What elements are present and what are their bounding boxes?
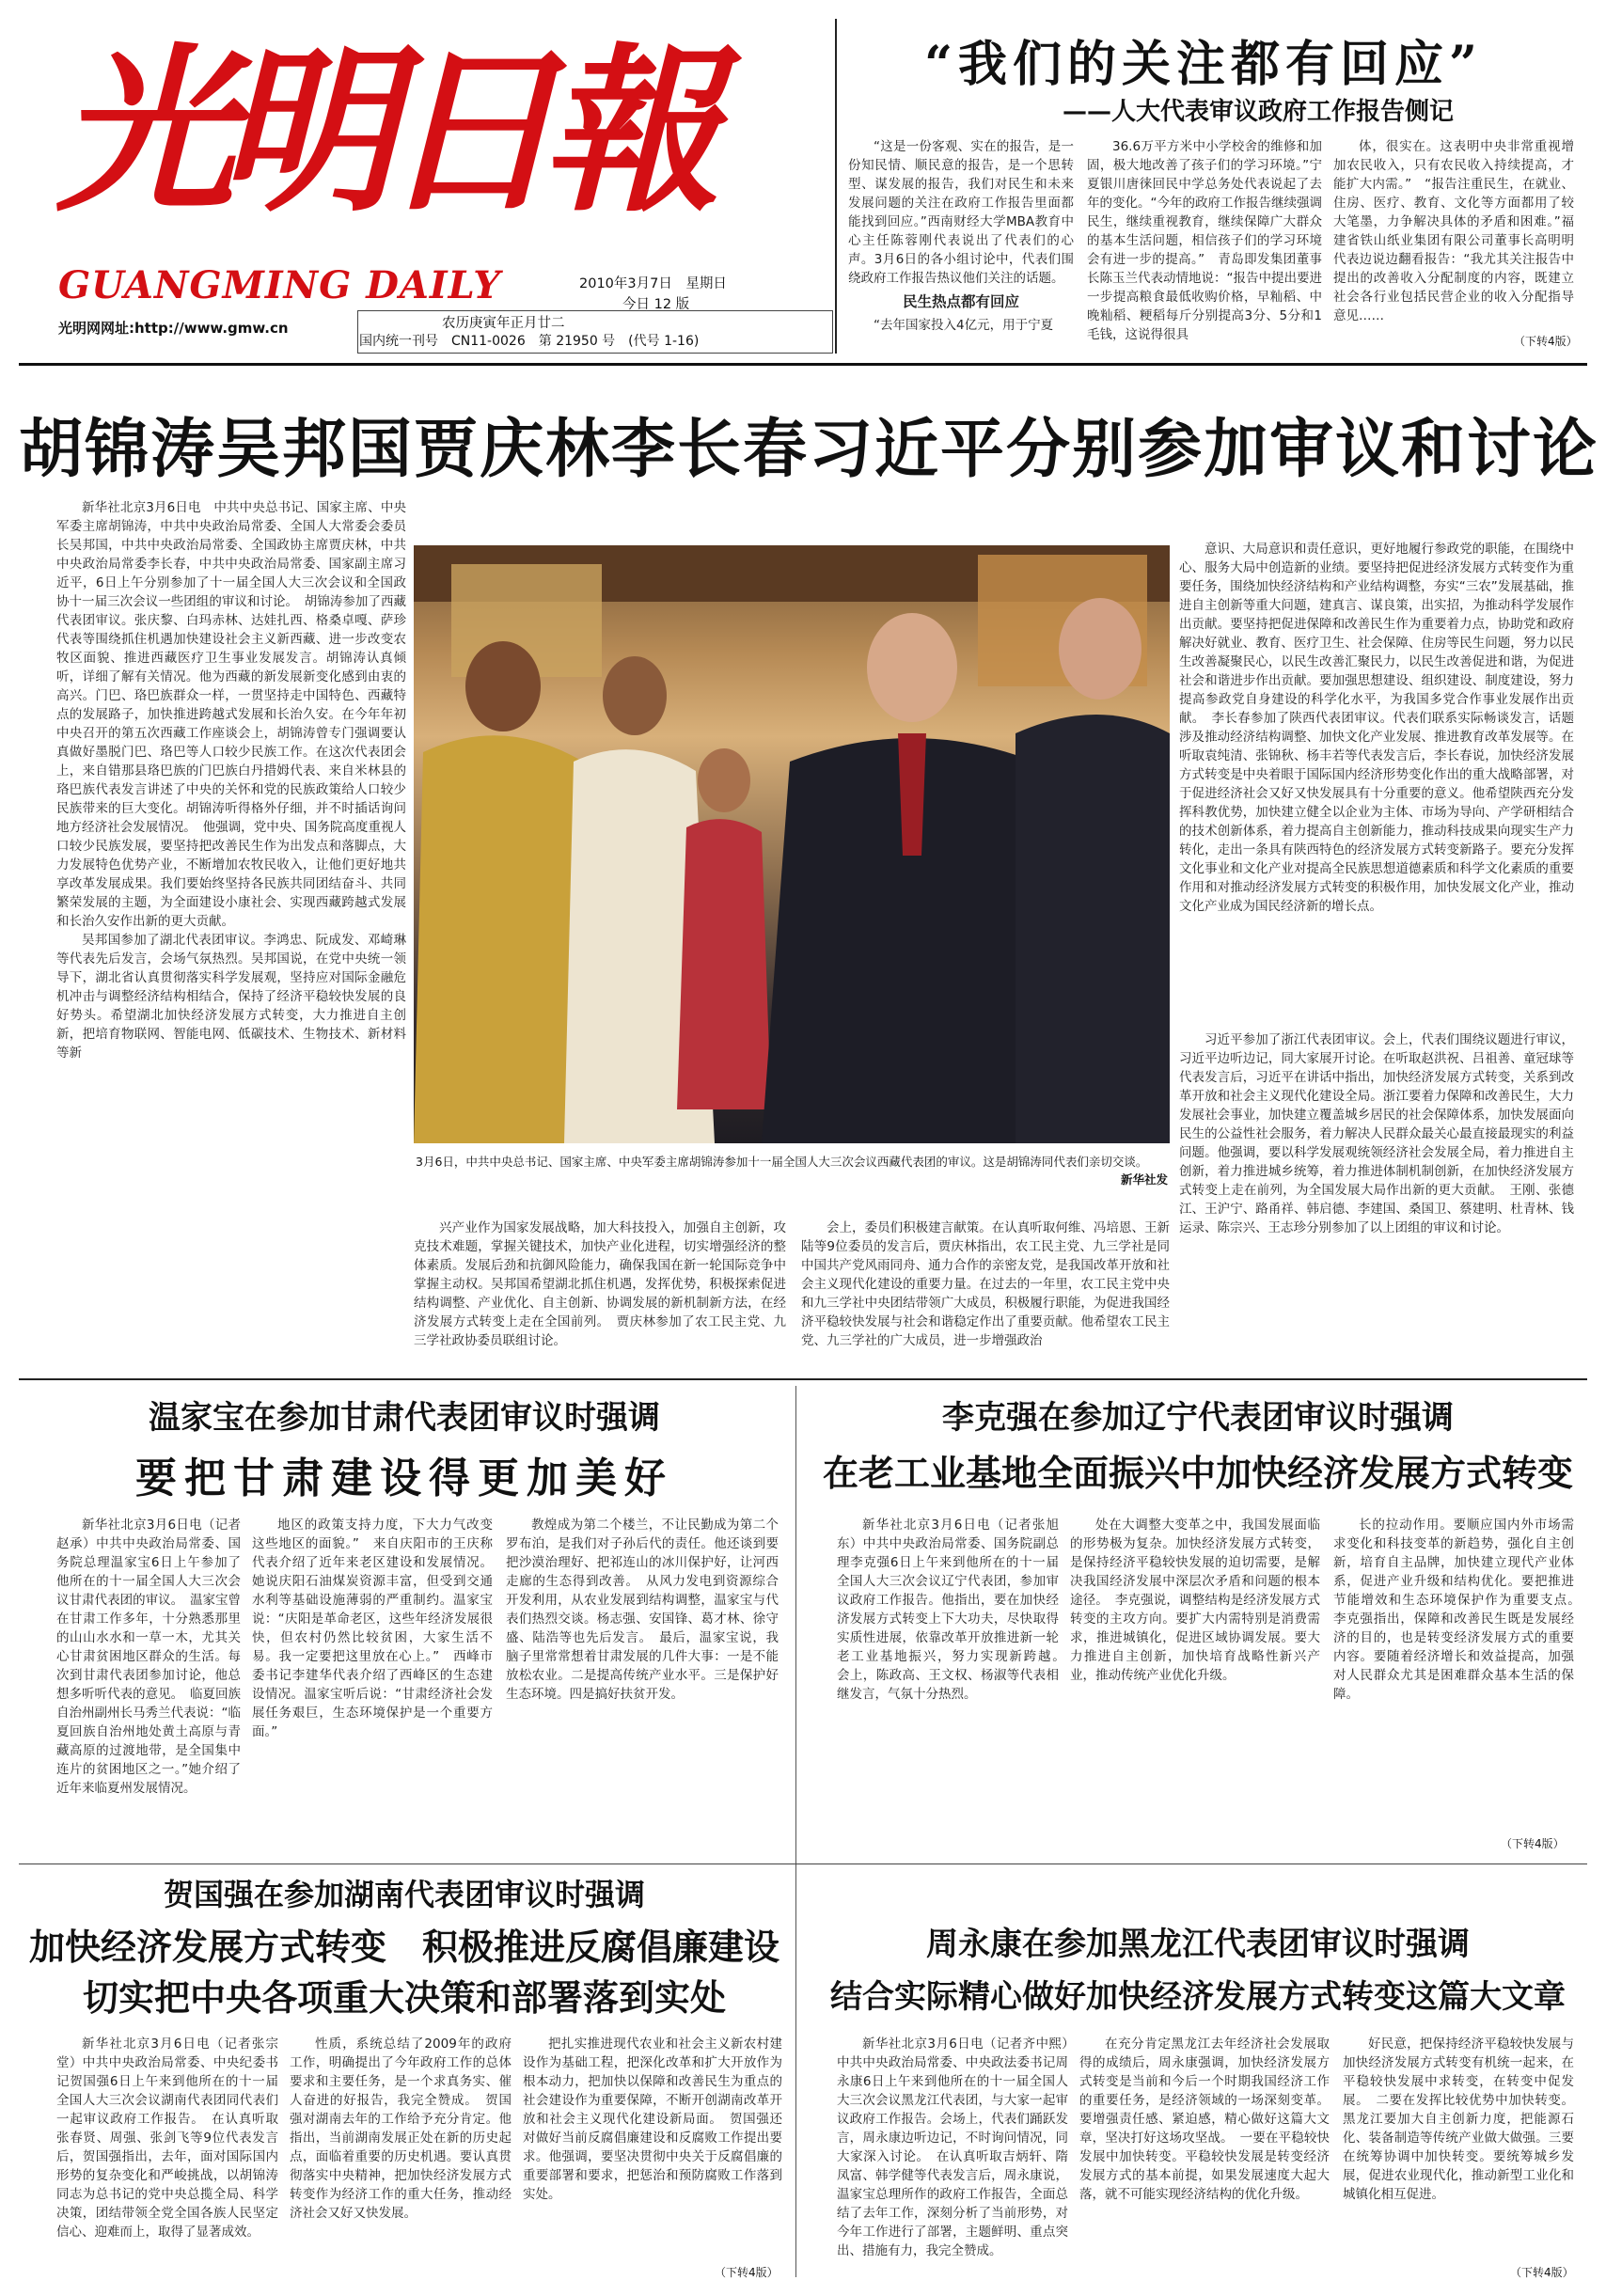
photo-credit: 新华社发	[1120, 1172, 1168, 1187]
story5-col-3: 好民意，把保持经济平稳较快发展与加快经济发展方式转变有机统一起来，在平稳较快发展中求转变，在转变中促发展。 二要在发挥比较优势中加快转变。黑龙江要加大自主创新力度，把能源石化、装备制造等传统产业做大做强。三要在统筹协调中加快转变。要统筹城乡发展，促进农业现代化，推动新型工业化和城镇化相互促进。	[1343, 2037, 1574, 2202]
photo-caption	[416, 1153, 1168, 1188]
story3-col-2: 处在大调整大变革之中，我国发展面临的形势极为复杂。加快经济发展方式转变，是保持经济平稳较快发展的迫切需要，是解决我国经济发展中深层次矛盾和问题的根本途径。 李克强说，调整结构是经济发展方式转变的主攻方向。要扩大内需特别是消费需求，推进城镇化，促进区域协调发展。要大力推进自主创新，加快培育战略性新兴产业，推动传统产业优化升级。	[1070, 1518, 1320, 1683]
story5-col-2: 在充分肯定黑龙江去年经济社会发展取得的成绩后，周永康强调，加快经济发展方式转变是当前和今后一个时期我国经济工作的重要任务，是经济领域的一场深刻变革。要增强责任感、紧迫感，精心做好这篇大文章，坚决打好这场攻坚战。 一要在平稳较快发展中加快转变。平稳较快发展是转变经济发展方式的基本前提，如果发展速度大起大落，就不可能实现经济结构的优化升级。	[1079, 2037, 1330, 2202]
english-title: GUANGMING DAILY	[58, 263, 501, 307]
story-divider-mid	[795, 1386, 796, 2277]
photo-caption-text: 3月6日，中共中央总书记、国家主席、中央军委主席胡锦涛参加十一届全国人大三次会议西藏代表团的审议。这是胡锦涛同代表们亲切交谈。	[416, 1155, 1148, 1169]
story2-kicker: 温家宝在参加甘肃代表团审议时强调	[149, 1399, 660, 1437]
story3-kicker: 李克强在参加辽宁代表团审议时强调	[942, 1399, 1454, 1437]
website-url[interactable]: 光明网网址:http://www.gmw.cn	[58, 320, 289, 337]
story2-headline: 要把甘肃建设得更加美好	[135, 1455, 673, 1502]
feature-col-3: 体，很实在。这表明中央非常重视增加农民收入，只有农民收入持续提高，才能扩大内需。” “报告注重民生，在就业、住房、医疗、教育、文化等方面都用了较大笔墨，力争解决具体的矛盾和困难。”福建省铁山纸业集团有限公司董事长高明明代表边说边翻看报告：“我尤其关注报告中提出的改善收入分配制度的内容，既建立社会各行业包括民营企业的收入分配指导意见……	[1333, 139, 1574, 323]
story3-headline: 在老工业基地全面振兴中加快经济发展方式转变	[822, 1452, 1573, 1494]
story4-col-3: 把扎实推进现代农业和社会主义新农村建设作为基础工程，把深化改革和扩大开放作为根本动力，把加快以保障和改善民生为重点的社会建设作为重要保障，不断开创湖南改革开放和社会主义现代化建设新局面。 贺国强还对做好当前反腐倡廉建设和反腐败工作提出要求。他强调，要坚决贯彻中央关于反腐倡廉的重要部署和要求，把惩治和预防腐败工作落到实处。	[523, 2037, 782, 2202]
story2-col-1: 新华社北京3月6日电（记者赵承）中共中央政治局常委、国务院总理温家宝6日上午参加了他所在的十一届全国人大三次会议甘肃代表团的审议。 温家宝曾在甘肃工作多年，十分熟悉那里的山山水水和一草一木，尤其关心甘肃贫困地区群众的生活。每次到甘肃代表团参加讨论，他总想多听听代表的意见。 临夏回族自治州副州长马秀兰代表说：“临夏回族自治州地处黄土高原与青藏高原的过渡地带，是全国集中连片的贫困地区之一。”她介绍了近年来临夏州发展情况。	[56, 1518, 241, 1796]
story3-continue[interactable]: （下转4版）	[1501, 1837, 1565, 1850]
photo-illustration	[414, 545, 1170, 1143]
story3-col-1: 新华社北京3月6日电（记者张旭东）中共中央政治局常委、国务院副总理李克强6日上午来到他所在的十一届全国人大三次会议辽宁代表团，参加审议政府工作报告。他指出，要在加快经济发展方式转变上下大功夫，尽快取得实质性进展，依靠改革开放推进新一轮老工业基地振兴，努力实现新跨越。 会上，陈政高、王文权、杨淑等代表相继发言，气氛十分热烈。	[837, 1518, 1072, 1702]
story3-col-3: 长的拉动作用。要顺应国内外市场需求变化和科技变革的新趋势，强化自主创新，培育自主品牌，加快建立现代产业体系，促进产业升级和结构优化。要把推进节能增效和生态环境保护作为重要支点。 李克强指出，保障和改善民生既是发展经济的目的，也是转变经济发展方式的重要内容。要随着经济增长和效益提高，加强对人民群众尤其是困难群众基本生活的保障。	[1333, 1518, 1587, 1702]
issn-line: 国内统一刊号 CN11-0026 第 21950 号 (代号 1-16)	[359, 334, 700, 349]
feature-continue[interactable]: （下转4版）	[1514, 335, 1578, 348]
lead-col-1: 新华社北京3月6日电 中共中央总书记、国家主席、中央军委主席胡锦涛，中共中央政治局常委、全国人大常委会委员长吴邦国，中共中央政治局常委、全国政协主席贾庆林，中共中央政治局常委李长春，中共中央政治局常委、国家副主席习近平，6日上午分别参加了十一届全国人大三次会议和全国政协十一届三次会议一些团组的审议和讨论。 胡锦涛参加了西藏代表团审议。张庆黎、白玛赤林、达娃扎西、格桑卓嘎、萨珍代表等围绕抓住机遇加快建设社会主义新西藏、进一步改变农牧区面貌、推进西藏医疗卫生事业发展发言。胡锦涛认真倾听，详细了解有关情况。他为西藏的新发展新变化感到由衷的高兴。门巴、珞巴族群众一样，一贯坚持走中国特色、西藏特点的发展路子，加快推进跨越式发展和长治久安。在今年年初中央召开的第五次西藏工作座谈会上，胡锦涛曾专门强调要认真做好墨脱门巴、珞巴等人口较少民族工作。在这次代表团会上，来自错那县珞巴族的门巴族白丹措姆代表、来自米林县的珞巴族代表发言讲述了中央的关怀和党的民族政策给人口较少民族带来的巨大变化。胡锦涛听得格外仔细，并不时插话询问地方经济社会发展情况。 他强调，党中央、国务院高度重视人口较少民族发展，要坚持把改善民生作为出发点和落脚点，大力发展特色优势产业，不断增加农牧民收入，让他们更好地共享改革发展成果。我们要始终坚持各民族共同团结奋斗、共同繁荣发展的主题，为全面建设小康社会、实现西藏跨越式发展和长治久安作出新的更大贡献。 吴邦国参加了湖北代表团审议。李鸿忠、阮成发、邓崎琳等代表先后发言，会场气氛热烈。吴邦国说，在党中央统一领导下，湖北省认真贯彻落实科学发展观，坚持应对国际金融危机冲击与调整经济结构相结合，保持了经济平稳较快发展的良好势头。希望湖北加快经济发展方式转变，大力推进自主创新，把培育物联网、智能电网、低碳技术、生物技术、新材料等新	[56, 500, 406, 1061]
story5-kicker: 周永康在参加黑龙江代表团审议时强调	[926, 1926, 1470, 1963]
feature-subhead: 民生热点都有回应	[902, 293, 1019, 310]
lead-col-5: 习近平参加了浙江代表团审议。会上，代表们围绕议题进行审议，习近平边听边记，同大家展开讨论。在听取赵洪祝、吕祖善、童冠球等代表发言后，习近平在讲话中指出，加快经济发展方式转变，关系到改革开放和社会主义现代化建设全局。浙江要着力保障和改善民生，大力发展社会事业，加快建立覆盖城乡居民的社会保障体系，加快发展面向民生的公益性社会服务，着力解决人民群众最关心最直接最现实的利益问题。他强调，要以科学发展观统领经济社会发展全局，着力推进自主创新，着力推进城乡统筹，着力推进体制机制创新，在加快经济发展方式转变上走在前列，为全国发展大局作出新的更大贡献。 王刚、张德江、王沪宁、路甬祥、韩启德、李建国、桑国卫、蔡建明、杜青林、钱运录、陈宗兴、王志珍分别参加了以上团组的审议和讨论。	[1179, 1030, 1574, 1388]
story4-kicker: 贺国强在参加湖南代表团审议时强调	[163, 1877, 645, 1912]
feature-col-1: “这是一份客观、实在的报告，是一份知民情、顺民意的报告，是一个思转型、谋发展的报告，我们对民生和未来发展问题的关注在政府工作报告里面都能找到回应。”西南财经大学MBA教育中心主任陈蓉刚代表说出了代表们的心声。3月6日的各小组讨论中，代表们围绕政府工作报告热议他们关注的话题。 民生热点都有回应 “去年国家投入4亿元，用于宁夏	[848, 139, 1074, 333]
story2-col-2: 地区的政策支持力度，下大力气改变这些地区的面貌。” 来自庆阳市的王庆称代表介绍了近年来老区建设和发展情况。她说庆阳石油煤炭资源丰富，但受到交通水利等基础设施薄弱的严重制约。温家宝说：“庆阳是革命老区，这些年经济发展很快，但农村仍然比较贫困，大家生活不易。我一定要把这里放在心上。” 西峰市委书记李建华代表介绍了西峰区的生态建设情况。温家宝听后说：“甘肃经济社会发展任务艰巨，生态环境保护是一个重要方面。”	[252, 1518, 493, 1739]
feature-title: “我们的关注都有回应”	[924, 36, 1483, 93]
story5-continue[interactable]: （下转4版）	[1510, 2266, 1574, 2279]
story2-col-3: 教煌成为第二个楼兰，不让民勤成为第二个罗布泊，是我们对子孙后代的责任。他还谈到要把沙漠治理好、把祁连山的冰川保护好，让河西走廊的生态得到改善。 从风力发电到资源综合开发利用，从农业发展到结构调整，温家宝与代表们热烈交谈。杨志强、安国锋、葛才林、徐守盛、陆浩等也先后发言。 最后，温家宝说，我脑子里常常想着甘肃发展的几件大事：一是不能放松农业。二是提高传统产业水平。三是保护好生态环境。四是搞好扶贫开发。	[506, 1518, 779, 1702]
lead-col-3: 会上，委员们积极建言献策。在认真听取何维、冯培恩、王新陆等9位委员的发言后，贾庆林指出，农工民主党、九三学社是同中国共产党风雨同舟、通力合作的亲密友党，是我国改革开放和社会主义现代化建设的重要力量。在过去的一年里，农工民主党中央和九三学社中央团结带领广大成员，积极履行职能，为促进我国经济平稳较快发展与社会和谐稳定作出了重要贡献。他希望农工民主党、九三学社的广大成员，进一步增强政治	[801, 1220, 1170, 1348]
story5-col-1: 新华社北京3月6日电（记者齐中熙）中共中央政治局常委、中央政法委书记周永康6日上午来到他所在的十一届全国人大三次会议黑龙江代表团，与大家一起审议政府工作报告。会场上，代表们踊跃发言，周永康边听边记，不时询问情况，同大家深入讨论。 在认真听取吉炳轩、隋凤富、韩学健等代表发言后，周永康说，温家宝总理所作的政府工作报告，全面总结了去年工作，深刻分析了当前形势，对今年工作进行了部署，主题鲜明、重点突出、措施有力，我完全赞成。	[837, 2037, 1068, 2258]
page-count: 今日 12 版	[622, 297, 690, 312]
lead-col-2: 兴产业作为国家发展战略，加大科技投入，加强自主创新，攻克技术难题，掌握关键技术，加快产业化进程，切实增强经济的整体素质。发展后劲和抗御风险能力，确保我国在新一轮国际竞争中掌握主动权。吴邦国希望湖北抓住机遇，发挥优势，积极探索促进结构调整、产业优化、自主创新、协调发展的新机制新方法，在经济发展方式转变上走在全国前列。 贾庆林参加了农工民主党、九三学社政协委员联组讨论。	[414, 1220, 786, 1348]
story4-headline-2: 切实把中央各项重大决策和部署落到实处	[82, 1976, 726, 2019]
story5-headline: 结合实际精心做好加快经济发展方式转变这篇大文章	[830, 1978, 1566, 2016]
masthead-rule	[19, 363, 1587, 366]
newspaper-logo[interactable]: 光明日報	[56, 26, 704, 236]
lead-bottom-rule	[19, 1378, 1587, 1380]
lead-photo[interactable]	[414, 545, 1170, 1143]
story4-col-2: 性质，系统总结了2009年的政府工作，明确提出了今年政府工作的总体要求和主要任务，是一个求真务实、催人奋进的好报告，我完全赞成。 贺国强对湖南去年的工作给予充分肯定。他指出，当前湖南发展正处在新的历史起点，面临着重要的历史机遇。要认真贯彻落实中央精神，把加快经济发展方式转变作为经济工作的重大任务，推动经济社会又好又快发展。	[290, 2037, 512, 2221]
feature-subtitle: ——人大代表审议政府工作报告侧记	[1063, 98, 1455, 126]
lead-col-4: 意识、大局意识和责任意识，更好地履行参政党的职能，在围绕中心、服务大局中创造新的业绩。要坚持把促进经济发展方式转变作为重要任务，围绕加快经济结构和产业结构调整，夯实“三农”发展基础，推进自主创新等重大问题，建真言、谋良策，出实招，为推动科学发展作出贡献。要坚持把促进保障和改善民生作为重要着力点，协助党和政府解决好就业、教育、医疗卫生、社会保障、住房等民生问题，努力以民生改善凝聚民心，以民生改善汇聚民力，以民生改善促进和谐，为促进社会和谐进步作出贡献。要加强思想建设、组织建设、制度建设，努力提高参政党自身建设的科学化水平，为我国多党合作事业发展作出贡献。 李长春参加了陕西代表团审议。代表们联系实际畅谈发言，话题涉及推动经济结构调整、加快文化产业发展、推进教育改革发展等。在听取袁纯清、张锦秋、杨丰若等代表发言后，李长春说，加快经济发展方式转变是中央着眼于国际国内经济形势变化作出的重大战略部署，对于促进经济社会又好又快发展具有十分重要的意义。他希望陕西充分发挥科教优势，加快建立健全以企业为主体、市场为导向、产学研相结合的技术创新体系，着力提高自主创新能力，推动科技成果向现实生产力转化，走出一条具有陕西特色的经济发展方式转变新路子。要充分发挥文化事业和文化产业对提高全民族思想道德素质和科学文化素质的重要作用和对推动经济发展方式转变的积极作用，加快发展文化产业，推动文化产业成为国民经济新的增长点。	[1179, 542, 1574, 914]
story4-continue[interactable]: （下转4版）	[715, 2266, 779, 2279]
issue-date: 2010年3月7日 星期日	[579, 276, 727, 291]
story4-col-1: 新华社北京3月6日电（记者张宗堂）中共中央政治局常委、中央纪委书记贺国强6日上午来到他所在的十一届全国人大三次会议湖南代表团同代表们一起审议政府工作报告。 在认真听取张春贤、周强、张剑飞等9位代表发言后，贺国强指出，去年，面对国际国内形势的复杂变化和严峻挑战，以胡锦涛同志为总书记的党中央总揽全局、科学决策，团结带领全党全国各族人民坚定信心、迎难而上，取得了显著成效。	[56, 2037, 278, 2240]
story4-headline-1: 加快经济发展方式转变 积极推进反腐倡廉建设	[28, 1926, 779, 1968]
feature-col-2: 36.6万平方米中小学校舍的维修和加固，极大地改善了孩子们的学习环境。”宁夏银川唐徕回民中学总务处代表说起了去年的变化。“今年的政府工作报告继续强调民生，继续重视教育，继续保障广大群众的基本生活问题，相信孩子们的学习环境会有进一步的提高。” 青岛即发集团董事长陈玉兰代表动情地说：“报告中提出要进一步提高粮食最低收购价格，早籼稻、中晚籼稻、粳稻每斤分别提高3分、5分和1毛钱，这说得很具	[1087, 139, 1322, 342]
lunar-date: 农历庚寅年正月廿二	[442, 316, 565, 331]
main-headline: 胡锦涛吴邦国贾庆林李长春习近平分别参加审议和讨论	[19, 412, 1599, 487]
